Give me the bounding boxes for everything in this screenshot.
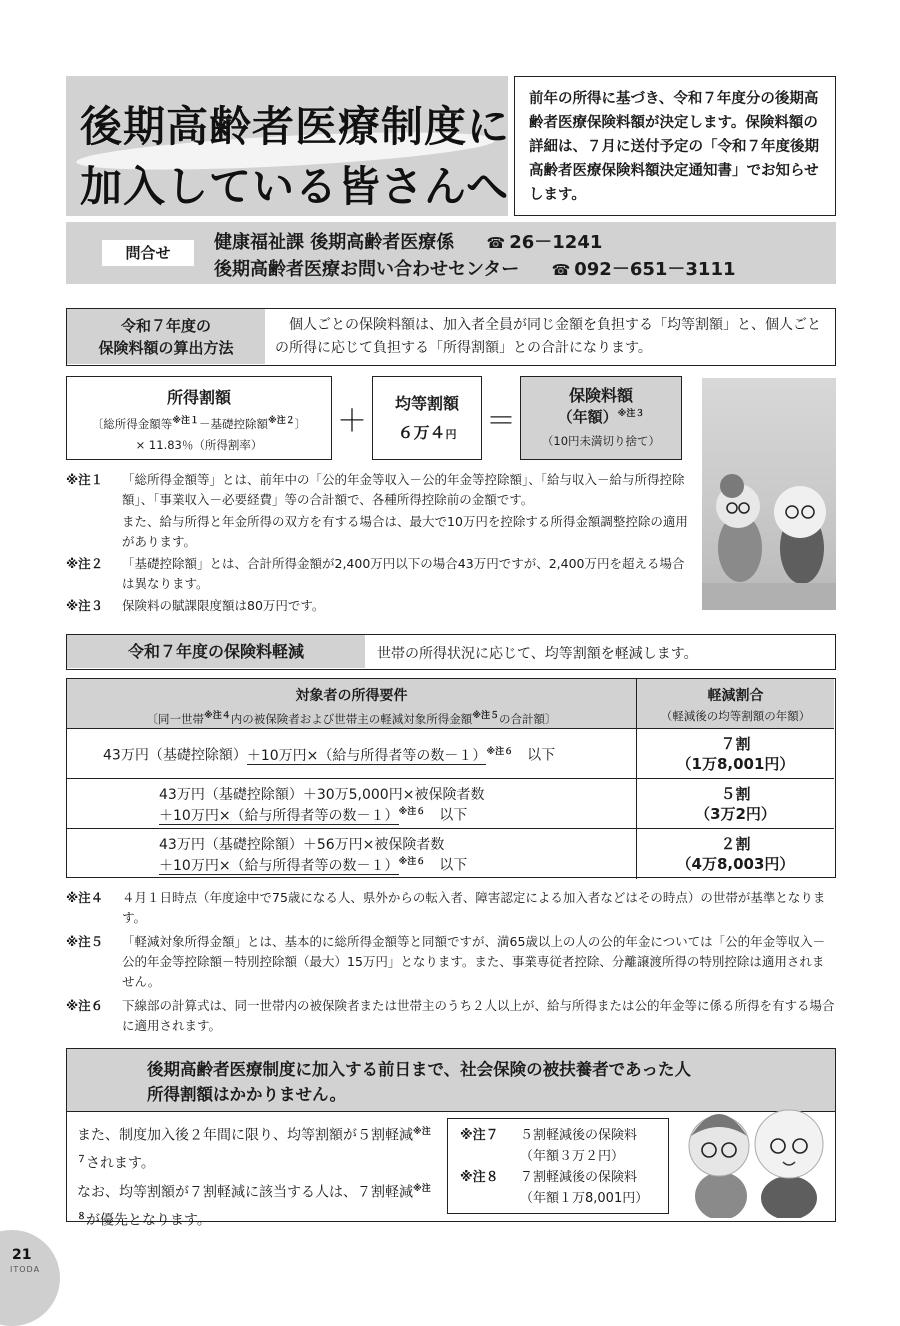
note-item <box>66 996 836 1036</box>
note-item <box>66 512 690 552</box>
elderly-couple-figurine-photo <box>679 1088 829 1218</box>
paragraph-part: また、制度加入後２年間に限り、均等割額が５割軽減 <box>77 1127 413 1144</box>
dependents-paragraph-1 <box>77 1120 437 1175</box>
contact-dept-2: 後期高齢者医療お問い合わせセンター <box>214 259 520 280</box>
requirement-line: 43万円（基礎控除額）＋30万5,000円×被保険者数 <box>159 787 485 803</box>
note-ref: ※注７ <box>77 1127 431 1165</box>
note-item <box>460 1167 668 1209</box>
intro-text: 前年の所得に基づき、令和７年度分の後期高齢者医療保険料額が決定します。保険料額の詳細は、７月に送付予定の「令和７年度後期高齢者医療保険料額決定通知書」でお知らせします。 <box>529 91 819 203</box>
paragraph-part: されます。 <box>86 1155 155 1172</box>
note-text: 保険料の賦課限度額は80万円です。 <box>122 598 325 613</box>
formula-tail: 以下 <box>439 857 468 874</box>
table-row <box>67 729 834 779</box>
requirement-cell <box>67 779 637 828</box>
reduction-section-label: 令和７年度の保険料軽減 <box>67 635 365 668</box>
formula-per-capita-portion <box>372 376 482 460</box>
formula-part: －基礎控除額 <box>199 416 268 431</box>
note-ref: ※注６ <box>486 747 514 757</box>
dependents-notes-box <box>447 1118 669 1214</box>
rate-amount: （1万8,001円） <box>676 755 795 773</box>
calc-section-description: 個人ごとの保険料額は、加入者全員が同じ金額を負担する「均等割額」と、個人ごとの所得に応じて負担する「所得割額」との合計になります。 <box>275 317 821 356</box>
page-number-tab <box>0 1230 60 1326</box>
note-item <box>460 1125 668 1167</box>
per-capita-title: 均等割額 <box>394 394 459 413</box>
requirement-line <box>159 804 467 825</box>
calc-label-line2: 保険料額の算出方法 <box>98 339 234 357</box>
calc-label-line1: 令和７年度の <box>120 317 211 335</box>
rate-amount: （3万2円） <box>695 805 776 823</box>
note-item <box>66 596 690 616</box>
dependents-paragraph-2 <box>77 1177 437 1232</box>
requirement-line <box>103 744 555 765</box>
note-item <box>66 932 836 992</box>
note-ref: ※注５ <box>472 711 499 721</box>
page-title-line1: 後期高齢者医療制度に <box>80 102 511 151</box>
dependents-headline-1: 後期高齢者医療制度に加入する前日まで、社会保険の被扶養者であった人 <box>147 1060 692 1079</box>
formula-plain: 43万円（基礎控除額） <box>103 747 247 764</box>
note-ref: ※注３ <box>617 409 645 419</box>
elderly-couple-figurine-photo <box>702 378 836 610</box>
note-text: ４月１日時点（年度途中で75歳になる人、県外からの転入者、障害認定による加入者などはその時点）の世帯が基準となります。 <box>122 890 826 925</box>
amount-value: ６万４ <box>397 423 446 442</box>
note-label: ※注３ <box>66 598 104 613</box>
paragraph-part: なお、均等割額が７割軽減に該当する人は、７割軽減 <box>77 1184 413 1201</box>
premium-rounding: （10円未満切り捨て） <box>541 434 661 448</box>
formula-part: 〕 <box>294 416 307 431</box>
note-item <box>66 554 690 594</box>
requirement-line <box>159 854 467 875</box>
rate-cell <box>637 779 834 828</box>
reduction-table <box>66 678 836 878</box>
note-label: ※注１ <box>66 472 104 487</box>
reduction-notes <box>66 888 836 1038</box>
formula-underlined: ＋10万円×（給与所得者等の数－１） <box>159 857 399 874</box>
note-text: 「総所得金額等」とは、前年中の「公的年金等収入－公的年金等控除額」、「給与収入－給与所得控除額」、「事業収入－必要経費」等の合計額で、各種所得控除前の金額です。 <box>122 472 685 507</box>
dependents-text <box>77 1120 437 1233</box>
note-text: ５割軽減後の保険料 <box>520 1128 638 1143</box>
note-ref: ※注６ <box>398 857 426 867</box>
column-title: 対象者の所得要件 <box>295 688 408 704</box>
note-label: ※注７ <box>460 1128 499 1143</box>
title-banner <box>66 76 511 216</box>
phone-icon: ☎ <box>486 234 506 252</box>
subtitle-part: 内の被保険者および世帯主の軽減対象所得金額 <box>230 711 473 726</box>
note-label: ※注４ <box>66 890 104 905</box>
contact-line-2 <box>214 255 736 281</box>
calc-section-label <box>67 309 265 364</box>
formula-underlined: ＋10万円×（給与所得者等の数－１） <box>159 807 399 824</box>
table-row <box>67 829 834 879</box>
income-portion-rate: × 11.83％（所得割率） <box>135 437 263 452</box>
requirement-cell <box>67 729 637 778</box>
rate-cell <box>637 829 834 879</box>
per-capita-amount <box>373 420 481 443</box>
note-label: ※注５ <box>66 934 104 949</box>
contact-tel-2-number: 092－651－3111 <box>574 259 736 280</box>
contact-box <box>66 222 836 284</box>
premium-title: 保険料額 <box>568 386 633 405</box>
rate-value: ５割 <box>720 785 751 803</box>
formula-underlined: ＋10万円×（給与所得者等の数－１） <box>246 747 487 764</box>
dependents-headline-2: 所得割額はかかりません。 <box>147 1085 346 1104</box>
note-text: ７割軽減後の保険料 <box>520 1170 638 1185</box>
note-item <box>66 470 690 510</box>
formula-tail: 以下 <box>527 747 556 764</box>
note-text: （年額１万8,001円） <box>520 1191 649 1206</box>
column-subtitle <box>67 708 636 727</box>
subtitle-part: の合計額〕 <box>499 711 557 726</box>
note-text: （年額３万２円） <box>520 1149 625 1164</box>
paragraph-part: が優先となります。 <box>86 1212 211 1229</box>
note-label: ※注２ <box>66 556 104 571</box>
note-item <box>66 888 836 928</box>
note-label: ※注６ <box>66 998 104 1013</box>
note-text: 「軽減対象所得金額」とは、基本的に総所得金額等と同額ですが、満65歳以上の人の公的年金については「公的年金等収入－公的年金等控除額－特別控除額（最大）15万円」となります。また、事業専従者控除、分離譲渡所得の特別控除は適用されません。 <box>122 934 826 989</box>
amount-unit: 円 <box>445 428 457 441</box>
formula-part: 〔総所得金額等 <box>91 416 173 431</box>
note-text: 「基礎控除額」とは、合計所得金額が2,400万円以下の場合43万円ですが、2,400万円を超える場合は異なります。 <box>122 556 685 591</box>
annual-label: （年額） <box>557 408 618 426</box>
contact-tel-2[interactable] <box>552 259 736 280</box>
requirement-line: 43万円（基礎控除額）＋56万円×被保険者数 <box>159 837 445 853</box>
publication-brand: ITODA <box>10 1265 41 1274</box>
note-ref: ※注１ <box>172 416 199 426</box>
formula-tail: 以下 <box>439 807 468 824</box>
reduction-section-header <box>66 634 836 670</box>
column-title: 軽減割合 <box>707 688 764 704</box>
note-text: 下線部の計算式は、同一世帯内の被保険者または世帯主のうち２人以上が、給与所得または公的年金等に係る所得を有する場合に適用されます。 <box>122 998 835 1033</box>
note-text: また、給与所得と年金所得の双方を有する場合は、最大で10万円を控除する所得金額調整控除の適用があります。 <box>122 514 688 549</box>
note-ref: ※注４ <box>204 711 231 721</box>
rate-cell <box>637 729 834 778</box>
formula-premium-total <box>520 376 682 460</box>
note-label: ※注８ <box>460 1170 499 1185</box>
calc-section-header <box>66 308 836 366</box>
note-ref: ※注６ <box>398 807 426 817</box>
intro-box <box>514 76 836 216</box>
reduction-section-description: 世帯の所得状況に応じて、均等割額を軽減します。 <box>377 646 698 662</box>
contact-tel-1[interactable] <box>487 232 603 253</box>
income-portion-title: 所得割額 <box>166 388 231 407</box>
contact-tel-1-number: 26－1241 <box>509 232 603 253</box>
table-header-rate <box>637 679 834 729</box>
contact-dept-1: 健康福祉課 後期高齢者医療係 <box>214 232 455 253</box>
plus-operator: ＋ <box>337 404 367 439</box>
formula-income-portion <box>66 376 332 460</box>
calc-notes <box>66 470 690 618</box>
page-number: 21 <box>12 1247 32 1263</box>
rate-amount: （4万8,003円） <box>676 855 795 873</box>
phone-icon: ☎ <box>551 261 571 279</box>
contact-line-1 <box>214 228 602 254</box>
dependents-section-body <box>66 1110 836 1229</box>
rate-value: ２割 <box>720 835 751 853</box>
note-ref: ※注２ <box>268 416 295 426</box>
equals-operator: ＝ <box>486 404 516 439</box>
table-header-requirements <box>67 679 637 729</box>
note-ref: ※注８ <box>77 1184 431 1222</box>
table-row <box>67 779 834 829</box>
subtitle-part: 〔同一世帯 <box>146 711 204 726</box>
rate-value: ７割 <box>720 735 751 753</box>
requirement-cell <box>67 829 637 879</box>
premium-annual <box>521 406 681 427</box>
contact-label: 問合せ <box>102 240 194 266</box>
income-portion-formula <box>67 413 331 432</box>
page-title-line2: 加入している皆さんへ <box>80 162 510 211</box>
column-subtitle: （軽減後の均等割額の年額） <box>660 709 811 723</box>
